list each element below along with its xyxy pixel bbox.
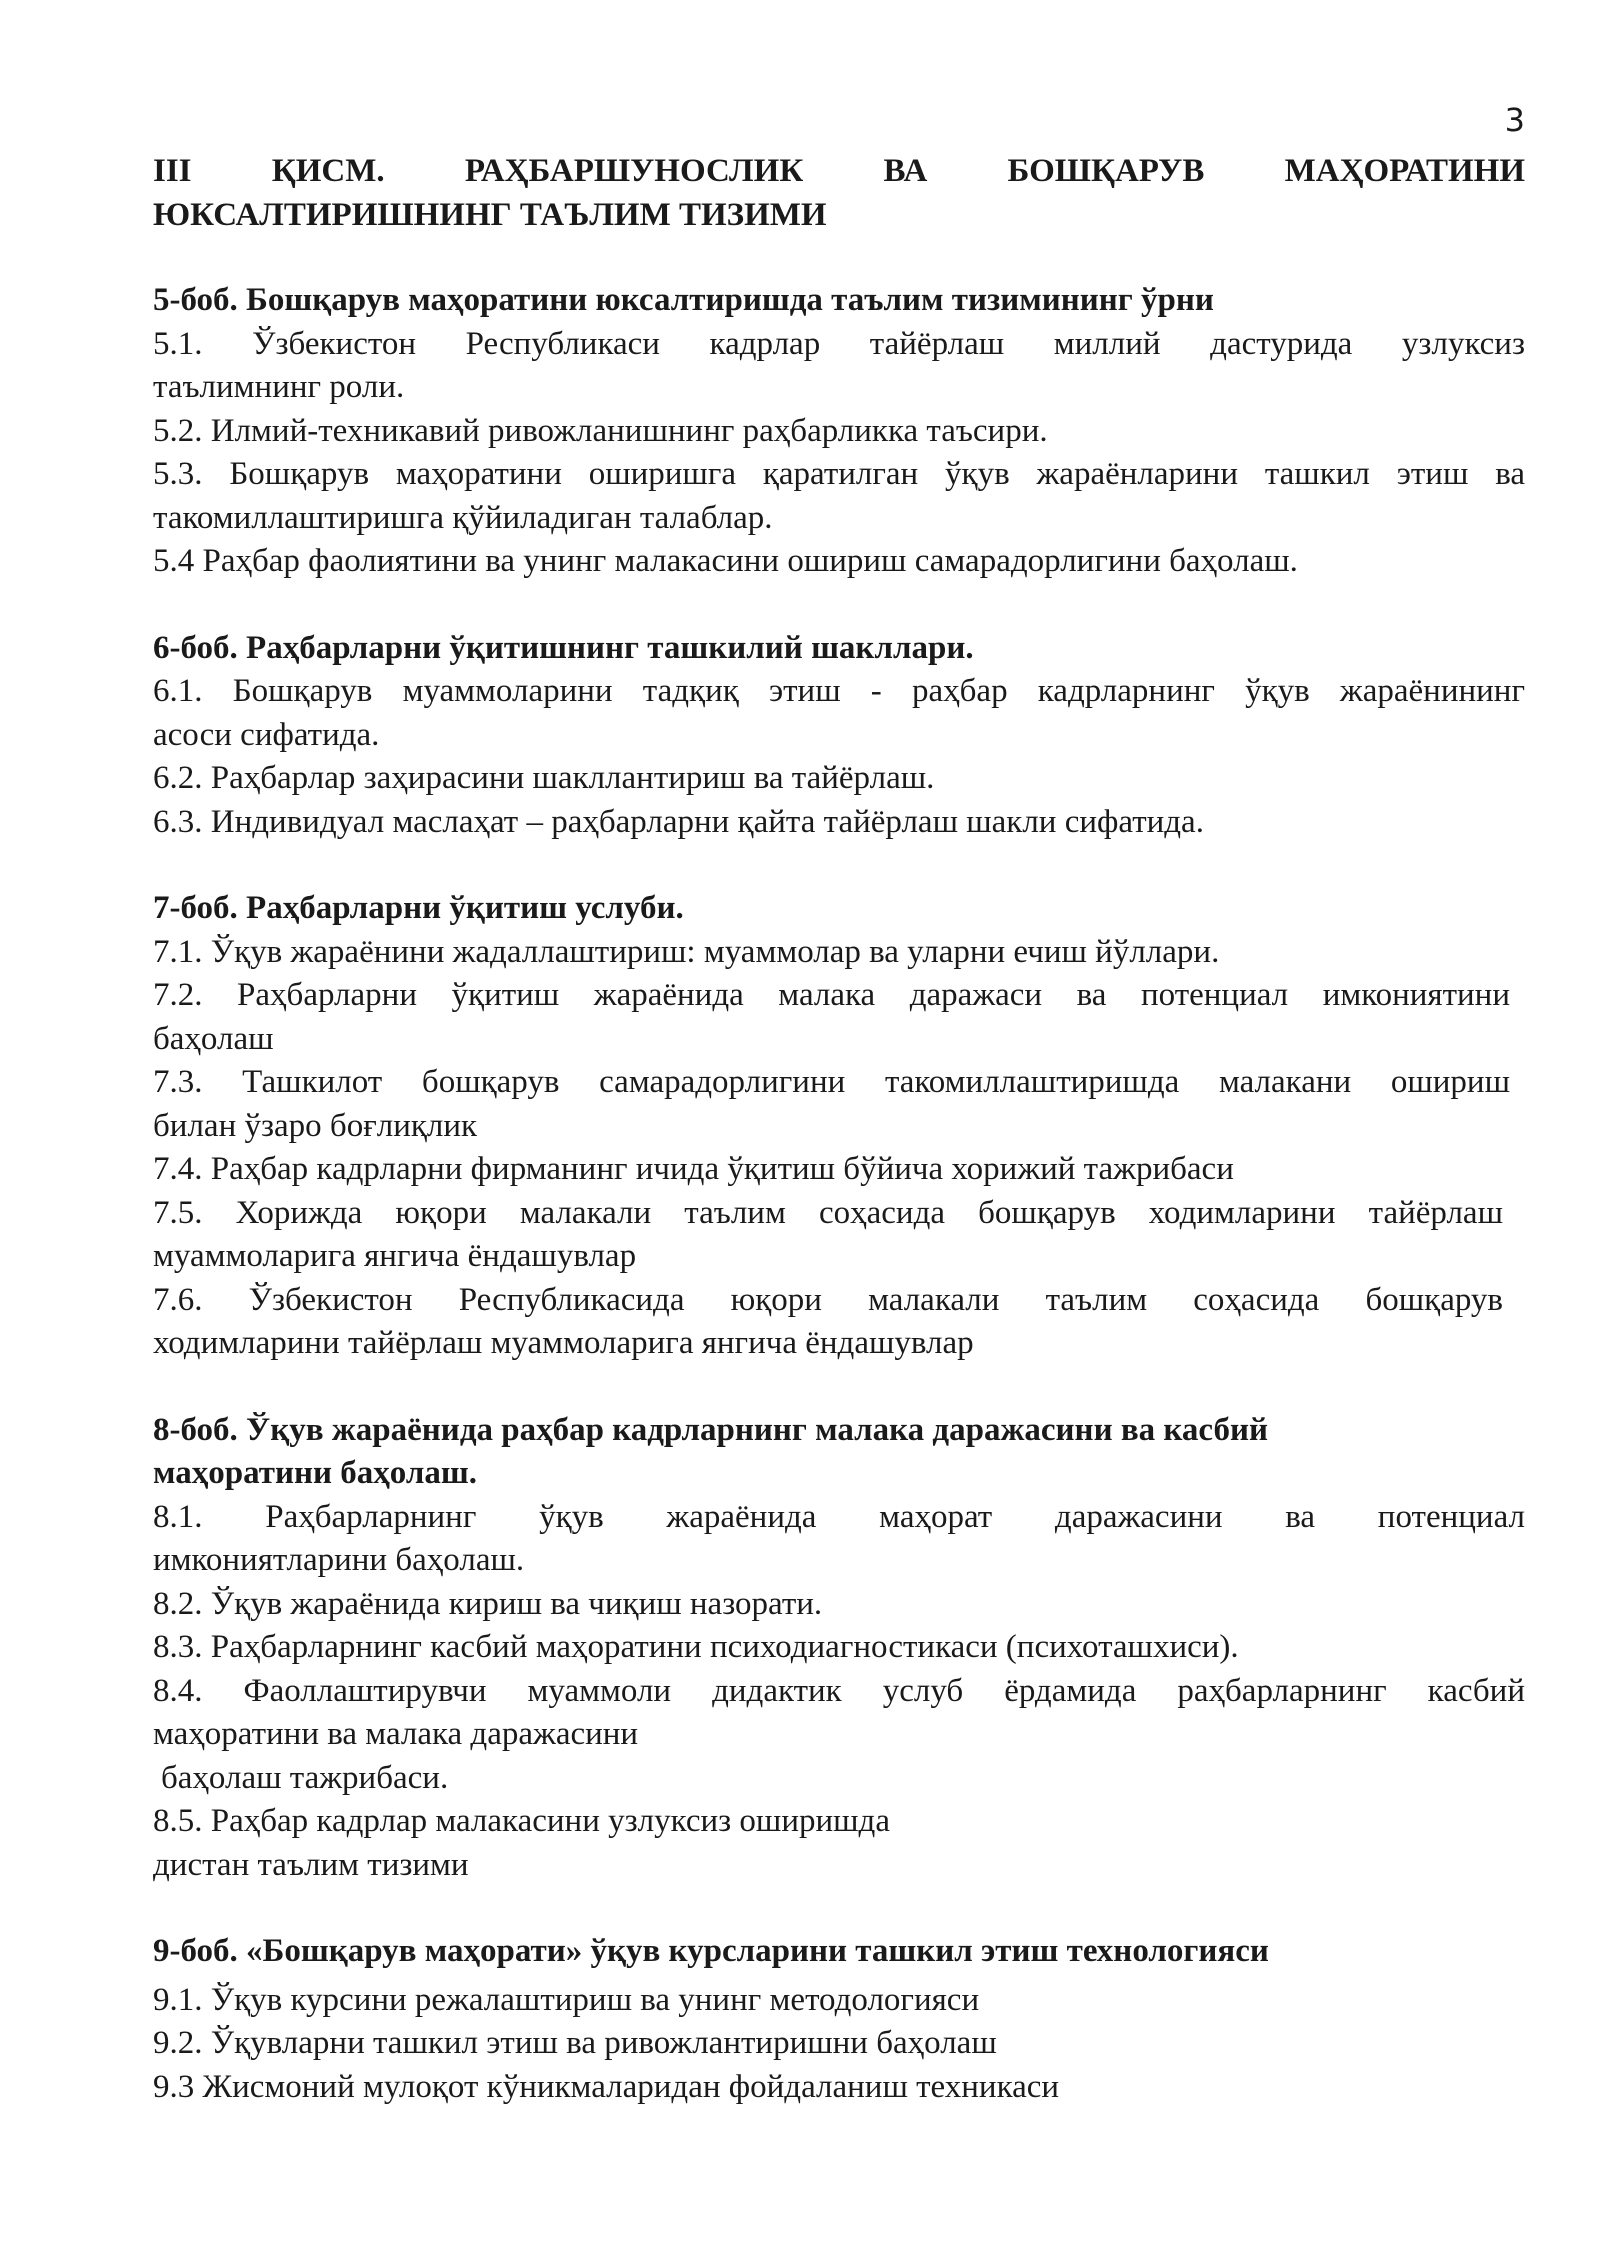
document-body bbox=[153, 149, 1525, 2109]
item-line: 9.3 Жисмоний мулоқот кўникмаларидан фойдаланиш техникаси bbox=[153, 2068, 1060, 2105]
item-line: маҳоратини ва малака даражасини bbox=[153, 1716, 639, 1752]
item-line: 8.3. Раҳбарларнинг касбий маҳоратини психодиагностикаси (психоташхиси). bbox=[153, 1629, 1239, 1665]
list-item bbox=[153, 801, 1525, 845]
item-line: 8.1. Раҳбарларнинг ўқув жараёнида маҳорат даражасини ва потенциал bbox=[153, 1498, 1525, 1535]
list-item bbox=[153, 931, 1525, 975]
item-line: 7.3. Ташкилот бошқарув самарадорлигини такомиллаштиришда малакани ошириш bbox=[153, 1064, 1510, 1100]
list-item bbox=[153, 1061, 1525, 1148]
list-item bbox=[153, 2022, 1525, 2066]
part-title-line-1: III ҚИСМ. РАҲБАРШУНОСЛИК ВА БОШҚАРУВ МАҲОРАТИНИ bbox=[153, 153, 1525, 189]
item-line: 7.5. Хорижда юқори малакали таълим соҳасида бошқарув ходимларини тайёрлаш bbox=[153, 1194, 1503, 1231]
list-item bbox=[153, 1670, 1525, 1801]
item-line: 8.5. Раҳбар кадрлар малакасини узлуксиз оширишда bbox=[153, 1803, 890, 1839]
item-line: 7.4. Раҳбар кадрларни фирманинг ичида ўқитиш бўйича хорижий тажрибаси bbox=[153, 1151, 1234, 1187]
chapter-title: 7-боб. Раҳбарларни ўқитиш услуби. bbox=[153, 890, 684, 926]
item-line: 5.4 Раҳбар фаолиятини ва унинг малакасини ошириш самарадорлигини баҳолаш. bbox=[153, 543, 1298, 579]
chapter-6 bbox=[153, 627, 1525, 845]
item-line: имкониятларини баҳолаш. bbox=[153, 1542, 525, 1578]
item-line: 6.1. Бошқарув муаммоларини тадқиқ этиш - раҳбар кадрларнинг ўқув жараёнининг bbox=[153, 673, 1525, 709]
item-line: 5.3. Бошқарув маҳоратини оширишга қаратилган ўқув жараёнларини ташкил этиш ва bbox=[153, 456, 1525, 492]
list-item bbox=[153, 453, 1525, 540]
chapter-8 bbox=[153, 1409, 1525, 1888]
list-item bbox=[153, 757, 1525, 801]
chapter-title: 6-боб. Раҳбарларни ўқитишнинг ташкилий шакллари. bbox=[153, 629, 974, 666]
list-item bbox=[153, 540, 1525, 584]
list-item bbox=[153, 410, 1525, 454]
item-line: 8.2. Ўқув жараёнида кириш ва чиқиш назорати. bbox=[153, 1585, 823, 1622]
item-line: баҳолаш тажрибаси. bbox=[161, 1759, 449, 1796]
list-item bbox=[153, 323, 1525, 410]
list-item bbox=[153, 1979, 1525, 2023]
list-item bbox=[153, 1496, 1525, 1583]
chapter-title-line-1: 8-боб. Ўқув жараёнида раҳбар кадрларнинг малака даражасини ва касбий bbox=[153, 1411, 1268, 1448]
part-title-line-2: ЮКСАЛТИРИШНИНГ ТАЪЛИМ ТИЗИМИ bbox=[153, 197, 827, 233]
list-item bbox=[153, 1800, 1525, 1887]
item-line: 6.3. Индивидуал маслаҳат – раҳбарларни қайта тайёрлаш шакли сифатида. bbox=[153, 803, 1204, 840]
list-item bbox=[153, 1583, 1525, 1627]
chapter-5 bbox=[153, 279, 1525, 584]
item-line: таълимнинг роли. bbox=[153, 369, 405, 405]
chapter-7 bbox=[153, 887, 1525, 1366]
chapter-title bbox=[153, 1409, 1525, 1496]
item-line: баҳолаш bbox=[153, 1020, 274, 1057]
item-line: 5.2. Илмий-техникавий ривожланишнинг раҳбарликка таъсири. bbox=[153, 412, 1048, 449]
item-line: 7.1. Ўқув жараёнини жадаллаштириш: муаммолар ва уларни ечиш йўллари. bbox=[153, 933, 1220, 970]
item-line: асоси сифатида. bbox=[153, 716, 380, 753]
list-item bbox=[153, 2066, 1525, 2110]
chapter-title: 5-боб. Бошқарув маҳоратини юксалтиришда таълим тизимининг ўрни bbox=[153, 282, 1214, 318]
item-line: 7.6. Ўзбекистон Республикасида юқори малакали таълим соҳасида бошқарув bbox=[153, 1281, 1503, 1318]
list-item bbox=[153, 974, 1525, 1061]
list-item bbox=[153, 1279, 1525, 1366]
chapter-9 bbox=[153, 1930, 1525, 2109]
item-line: 8.4. Фаоллаштирувчи муаммоли дидактик услуб ёрдамида раҳбарларнинг касбий bbox=[153, 1672, 1525, 1709]
item-line: 9.2. Ўқувларни ташкил этиш ва ривожлантиришни баҳолаш bbox=[153, 2025, 997, 2061]
item-line: 6.2. Раҳбарлар заҳирасини шакллантириш ва тайёрлаш. bbox=[153, 760, 935, 796]
item-line: 9.1. Ўқув курсини режалаштириш ва унинг методологияси bbox=[153, 1981, 980, 2018]
page-number: 3 bbox=[1504, 101, 1525, 139]
chapter-title-line-2: маҳоратини баҳолаш. bbox=[153, 1455, 477, 1491]
item-line: муаммоларига янгича ёндашувлар bbox=[153, 1238, 637, 1274]
list-item bbox=[153, 1148, 1525, 1192]
part-title bbox=[153, 149, 1525, 237]
chapter-title: 9-боб. «Бошқарув маҳорати» ўқув курсларини ташкил этиш технологияси bbox=[153, 1933, 1269, 1969]
item-line: 5.1. Ўзбекистон Республикаси кадрлар тайёрлаш миллий дастурида узлуксиз bbox=[153, 325, 1525, 362]
list-item bbox=[153, 1626, 1525, 1670]
item-line: такомиллаштиришга қўйиладиган талаблар. bbox=[153, 499, 773, 536]
list-item bbox=[153, 1192, 1525, 1279]
item-line: билан ўзаро боғлиқлик bbox=[153, 1107, 478, 1144]
item-line: 7.2. Раҳбарларни ўқитиш жараёнида малака даражаси ва потенциал имкониятини bbox=[153, 977, 1510, 1013]
item-line: ходимларини тайёрлаш муаммоларига янгича ёндашувлар bbox=[153, 1325, 974, 1361]
item-line: дистан таълим тизими bbox=[153, 1846, 469, 1883]
list-item bbox=[153, 670, 1525, 757]
